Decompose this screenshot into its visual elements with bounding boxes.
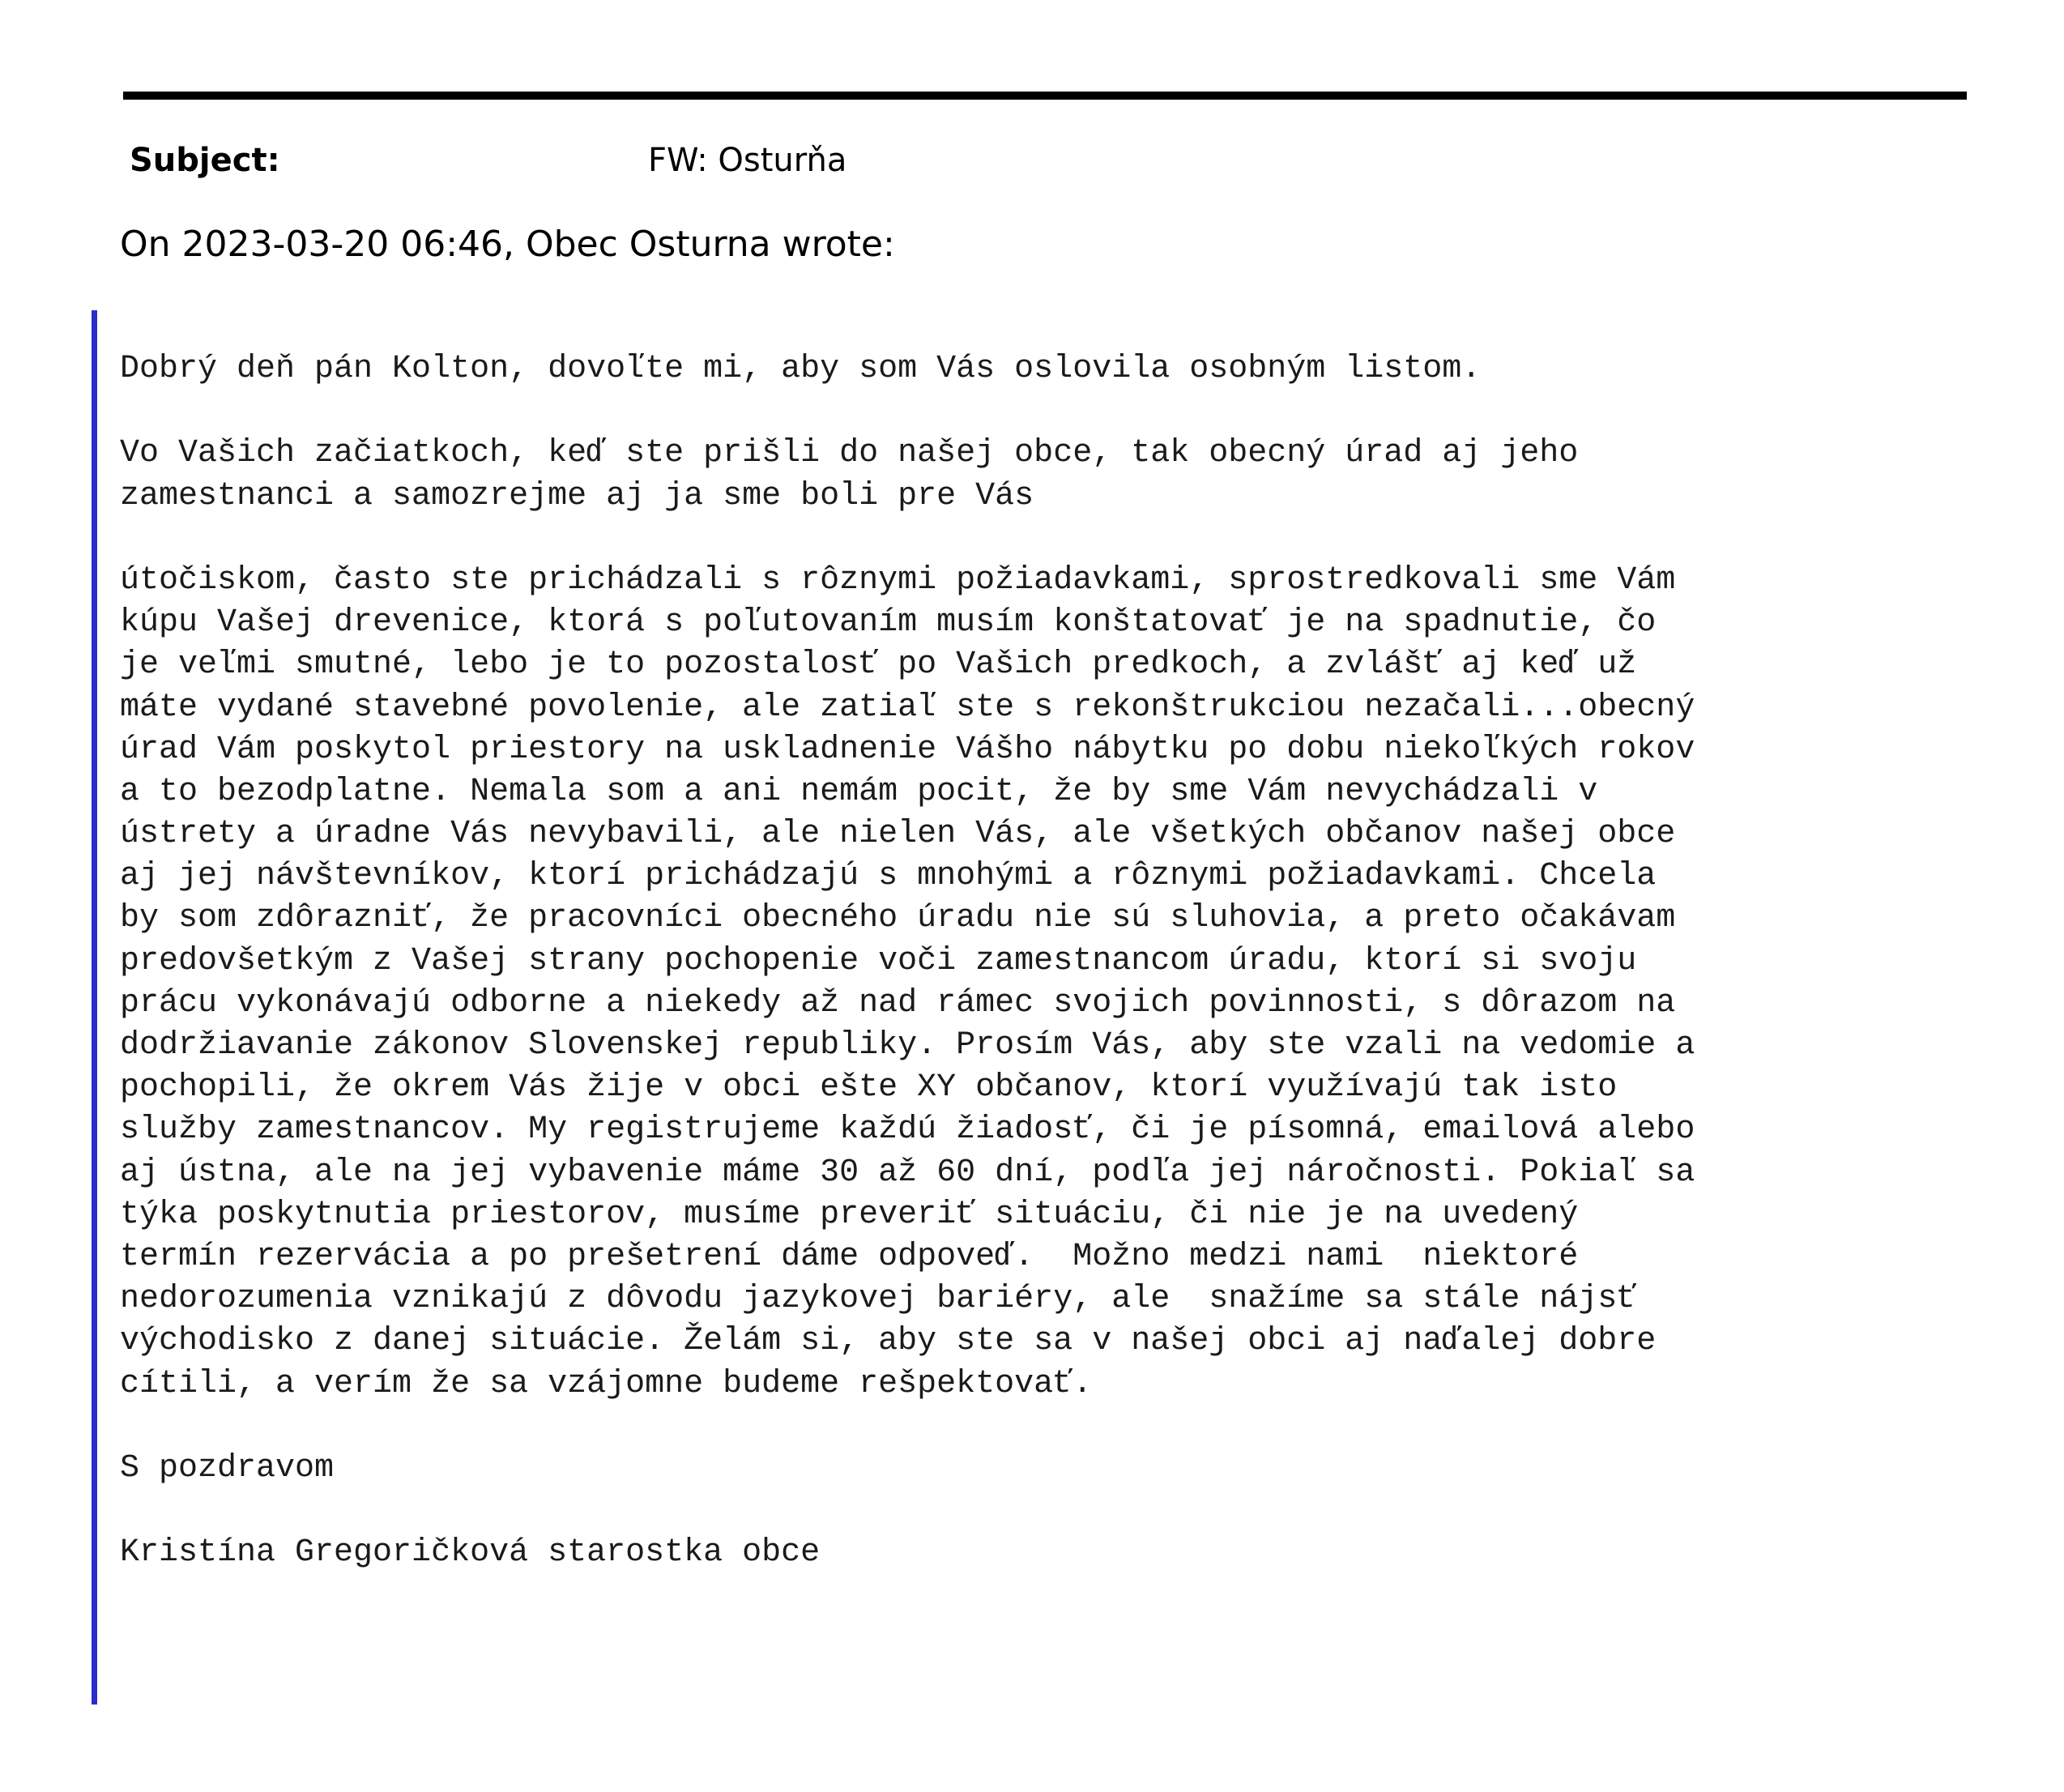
body-line: nedorozumenia vznikajú z dôvodu jazykovej bariéry, ale snažíme sa stále nájsť [120,1281,1637,1318]
greeting-line: Dobrý deň pán Kolton, dovoľte mi, aby som Vás oslovila osobným listom. [120,351,1482,387]
closing-line: S pozdravom [120,1449,335,1487]
body-line: Vo Vašich začiatkoch, keď ste prišli do našej obce, tak obecný úrad aj jeho [120,435,1579,472]
message-body [120,348,1991,1574]
body-line: termín rezervácia a po prešetrení dáme odpoveď. Možno medzi nami niektoré [120,1238,1579,1275]
body-line: východisko z danej situácie. Želám si, aby ste sa v našej obci aj naďalej dobre [120,1323,1657,1360]
body-line: týka poskytnutia priestorov, musíme preveriť situáciu, či nie je na uvedený [120,1196,1579,1233]
body-line: máte vydané stavebné povolenie, ale zatiaľ ste s rekonštrukciou nezačali...obecný [120,689,1695,726]
body-line: kúpu Vašej drevenice, ktorá s poľutovaním musím konštatovať je na spadnutie, čo [120,604,1657,642]
paragraph-gap [120,390,1991,433]
body-line: pochopili, že okrem Vás žije v obci ešte XY občanov, ktorí využívajú tak isto [120,1069,1618,1107]
body-line: a to bezodplatne. Nemala som a ani nemám pocit, že by sme Vám nevychádzali v [120,773,1598,810]
body-line: ústrety a úradne Vás nevybavili, ale nielen Vás, ale všetkých občanov našej obce [120,816,1676,853]
top-divider [123,92,1967,100]
body-line: dodržiavanie zákonov Slovenskej republiky. Prosím Vás, aby ste vzali na vedomie a [120,1027,1695,1064]
quote-header: On 2023-03-20 06:46, Obec Osturna wrote: [120,224,895,265]
paragraph-2 [120,560,1991,1406]
subject-label: Subject: [130,142,280,179]
paragraph-gap [120,1406,1991,1448]
body-line: predovšetkým z Vašej strany pochopenie voči zamestnancom úradu, ktorí si svoju [120,942,1637,979]
subject-value: FW: Osturňa [648,142,847,179]
body-line: aj jej návštevníkov, ktorí prichádzajú s mnohými a rôznymi požiadavkami. Chcela [120,858,1657,895]
paragraph-gap [120,518,1991,560]
body-line: zamestnanci a samozrejme aj ja sme boli pre Vás [120,477,1034,514]
body-line: služby zamestnancov. My registrujeme každú žiadosť, či je písomná, emailová alebo [120,1111,1695,1149]
signature-line: Kristína Gregoričková starostka obce [120,1534,821,1572]
paragraph-gap [120,1490,1991,1532]
body-line: útočiskom, často ste prichádzali s rôznymi požiadavkami, sprostredkovali sme Vám [120,561,1676,599]
body-line: cítili, a verím že sa vzájomne budeme rešpektovať. [120,1365,1093,1402]
body-line: je veľmi smutné, lebo je to pozostalosť po Vašich predkoch, a zvlášť aj keď už [120,646,1637,684]
body-line: aj ústna, ale na jej vybavenie máme 30 až 60 dní, podľa jej náročnosti. Pokiaľ sa [120,1154,1695,1191]
quote-bar [92,310,97,1705]
paragraph-1 [120,433,1991,517]
body-line: prácu vykonávajú odborne a niekedy až nad rámec svojich povinnosti, s dôrazom na [120,984,1676,1022]
body-line: úrad Vám poskytol priestory na uskladnenie Vášho nábytku po dobu niekoľkých rokov [120,731,1695,768]
body-line: by som zdôrazniť, že pracovníci obecného úradu nie sú sluhovia, a preto očakávam [120,900,1676,937]
